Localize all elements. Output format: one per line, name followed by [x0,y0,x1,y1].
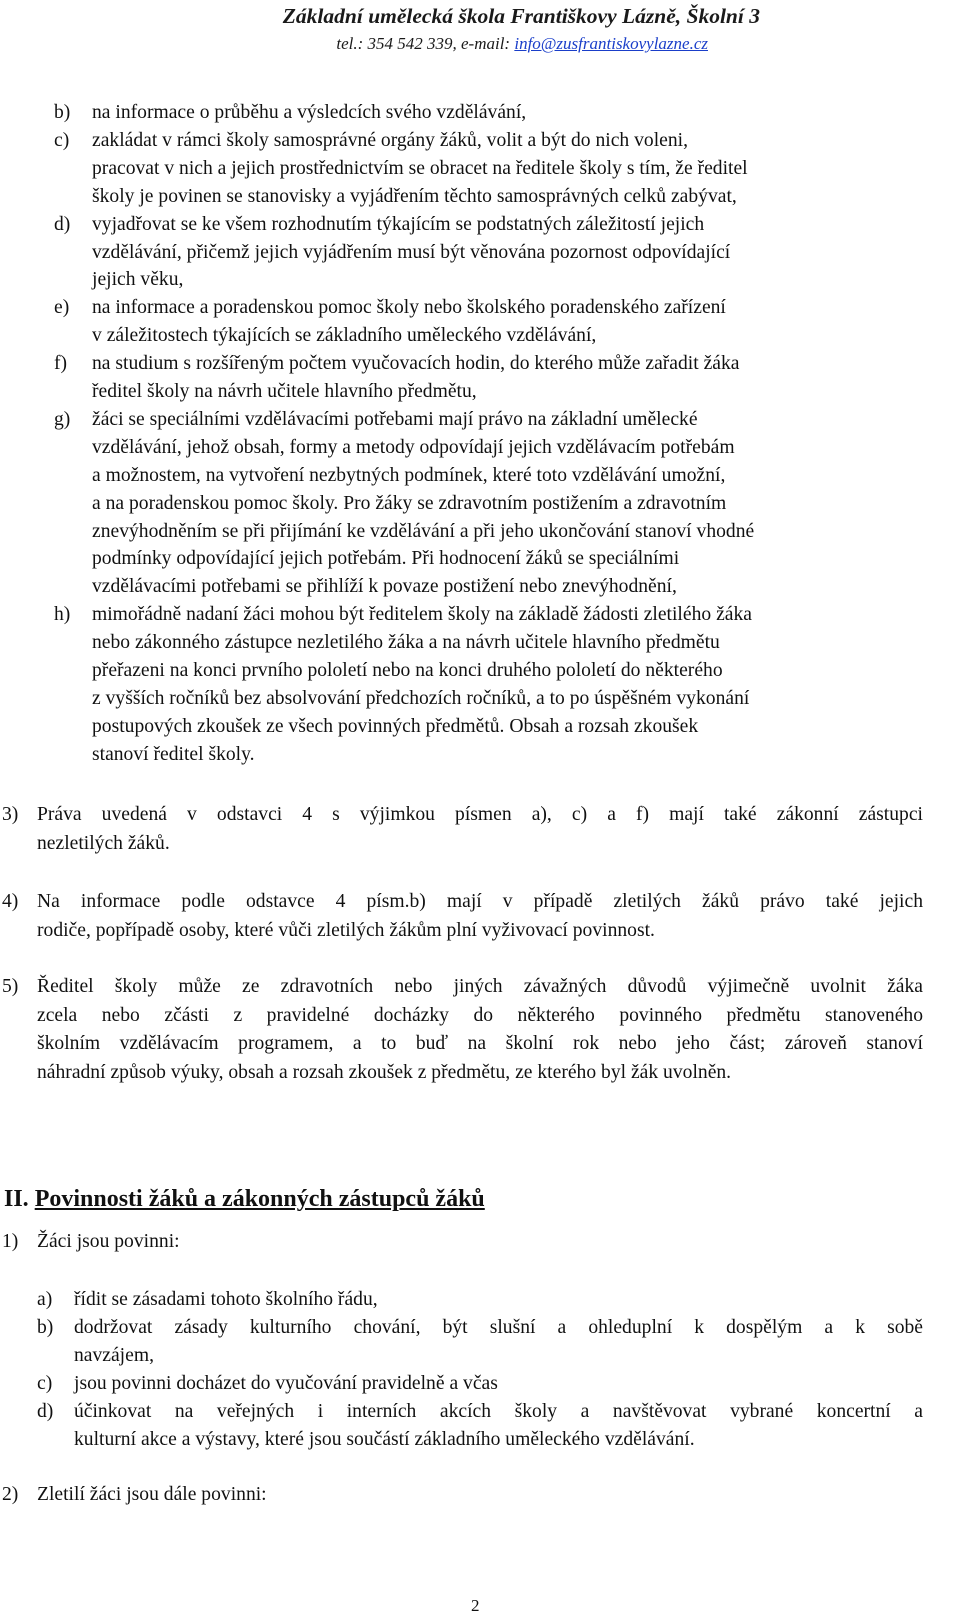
paragraph-number: 3) [2,804,19,825]
list-item-label: g) [54,408,71,430]
item-number: 2) [2,1484,19,1505]
list-item-line: pracovat v nich a jejich prostřednictvím se obracet na ředitele školy s tím, že ředitel [92,157,748,179]
list-item-line: kulturní akce a výstavy, které jsou součástí základního uměleckého vzdělávání. [74,1429,695,1450]
list-item-line: zakládat v rámci školy samosprávné orgány žáků, volit a být do nich voleni, [92,129,689,151]
paragraph-line: náhradní způsob výuky, obsah a rozsah zkoušek z předmětu, ze kterého byl žák uvolněn. [37,1061,732,1083]
paragraph-number: 5) [2,976,19,997]
list-item-line: v záležitostech týkajících se základního uměleckého vzdělávání, [92,325,597,347]
item-number: 1) [2,1231,19,1252]
paragraph-line: školním vzdělávacím programem, a to buď na školní rok nebo jeho část; zároveň stanoví [37,1033,923,1054]
section-title: Povinnosti žáků a zákonných zástupců žáků [34,1186,485,1212]
paragraph-line: Ředitel školy může ze zdravotních nebo jiných závažných důvodů výjimečně uvolnit žáka [37,976,923,997]
item-text: Žáci jsou povinni: [37,1231,180,1252]
list-item-line: vzdělávání, přičemž jejich vyjádřením musí být věnována pozornost odpovídající [92,241,731,263]
list-item-label: d) [54,213,71,235]
section-number: II. [4,1186,29,1212]
list-item-label: d) [37,1401,54,1422]
paragraph-line: rodiče, popřípadě osoby, které vůči zletilých žákům plní vyživovací povinnost. [37,919,655,941]
list-item-line: nebo zákonného zástupce nezletilého žáka a na návrh učitele hlavního předmětu [92,632,720,654]
item-text: Zletilí žáci jsou dále povinni: [37,1484,267,1505]
list-item-line: žáci se speciálními vzdělávacími potřebami mají právo na základní umělecké [92,408,698,430]
list-item-line: mimořádně nadaní žáci mohou být ředitelem školy na základě žádosti zletilého žáka [92,604,752,626]
list-item-line: na informace o průběhu a výsledcích svého vzdělávání, [92,102,527,123]
list-item-line: vyjadřovat se ke všem rozhodnutím týkajícím se podstatných záležitostí jejich [92,213,705,235]
school-title: Základní umělecká škola Františkovy Lázně, Školní 3 [282,4,760,28]
list-item-line: školy je povinen se stanovisky a vyjádřením těchto samosprávných celků zabývat, [92,185,737,207]
list-item-line: znevýhodněním se při přijímání ke vzdělávání a při jeho ukončování stanoví vhodné [92,520,755,542]
list-item-label: b) [54,102,71,123]
paragraph-line: Na informace podle odstavce 4 písm.b) mají v případě zletilých žáků právo také jejich [37,891,923,912]
list-item-label: f) [54,353,68,375]
list-item-line: účinkovat na veřejných i interních akcích školy a navštěvovat vybrané koncertní a [74,1401,923,1422]
contact-phone: tel.: 354 542 339, e-mail: [336,34,515,53]
list-item-label: b) [37,1317,54,1338]
paragraph-line: nezletilých žáků. [37,832,170,854]
list-item-line: vzdělávacími potřebami se přihlíží k povaze postižení nebo znevýhodnění, [92,576,677,598]
paragraph-line: Práva uvedená v odstavci 4 s výjimkou písmen a), c) a f) mají také zákonní zástupci [37,804,923,825]
list-item-line: z vyšších ročníků bez absolvování předchozích ročníků, a to po úspěšném vykonání [92,687,750,709]
section-heading [4,1186,485,1213]
list-item-line: a na poradenskou pomoc školy. Pro žáky se zdravotním postižením a zdravotním [92,492,727,514]
list-item-line: a možnostem, na vytvoření nezbytných podmínek, které toto vzdělávání umožní, [92,464,726,486]
list-item-line: řídit se zásadami tohoto školního řádu, [74,1289,378,1310]
list-item-label: c) [54,129,70,151]
email-link[interactable]: info@zusfrantiskovylazne.cz [514,34,708,53]
list-item-line: na informace a poradenskou pomoc školy nebo školského poradenského zařízení [92,297,726,319]
contact-line [336,34,708,54]
list-item-line: vzdělávání, jehož obsah, formy a metody odpovídají jejich vzdělávacím potřebám [92,436,735,458]
list-item-line: přeřazeni na konci prvního pololetí nebo na konci druhého pololetí do některého [92,660,723,681]
list-item-label: h) [54,604,71,626]
list-item-line: navzájem, [74,1345,154,1366]
list-item-line: podmínky odpovídající jejich potřebám. Při hodnocení žáků se speciálními [92,548,680,570]
list-item-label: e) [54,297,70,319]
list-item-line: ředitel školy na návrh učitele hlavního předmětu, [92,381,477,402]
paragraph-number: 4) [2,891,19,912]
list-item-line: na studium s rozšířeným počtem vyučovacích hodin, do kterého může zařadit žáka [92,353,740,375]
list-item-line: jejich věku, [92,269,184,291]
paragraph-line: zcela nebo zčásti z pravidelné docházky do některého povinného předmětu stanoveného [37,1004,923,1026]
list-item-label: a) [37,1289,53,1310]
list-item-line: stanoví ředitel školy. [92,743,255,765]
list-item-label: c) [37,1373,53,1394]
list-item-line: postupových zkoušek ze všech povinných předmětů. Obsah a rozsah zkoušek [92,715,699,737]
list-item-line: dodržovat zásady kulturního chování, být slušní a ohleduplní k dospělým a k sobě [74,1317,923,1338]
list-item-line: jsou povinni docházet do vyučování pravidelně a včas [74,1373,498,1394]
page-number: 2 [471,1596,480,1615]
